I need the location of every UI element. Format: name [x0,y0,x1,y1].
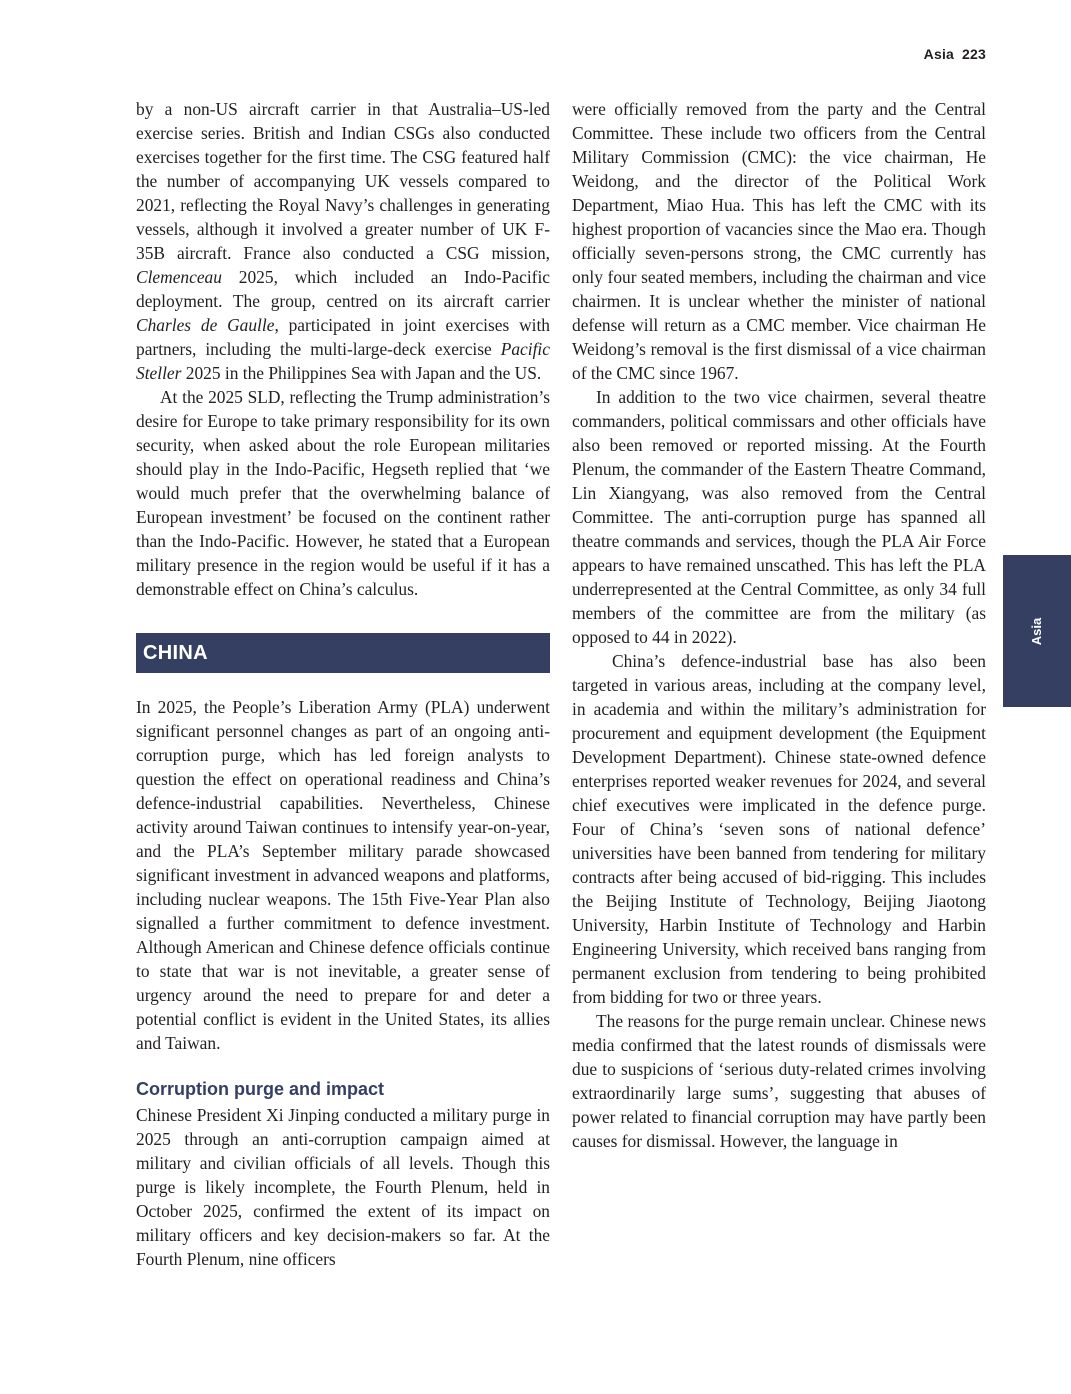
page-number: 223 [962,46,986,62]
side-tab-asia [1003,555,1071,707]
text-run: , participated in joint exercises with partners, including the multi-large-deck exercise [136,315,550,359]
paragraph-right-4: The reasons for the purge remain unclear. Chinese news media confirmed that the latest rounds of dismissals were due to suspicions of ‘serious duty-related crimes involving extraordinarily large sums’, suggesting that abuses of power related to financial corruption may have partly been causes for dismissal. However, the language in [572,1011,986,1151]
left-column [136,97,550,1271]
ship-name-clemenceau: Clemenceau [136,267,222,287]
text-run: by a non-US aircraft carrier in that Australia–US-led exercise series. British and Indian CSGs also conducted exercises together for the first time. The CSG featured half the number of accompanying UK vessels compared to 2021, reflecting the Royal Navy’s challenges in generating vessels, although it involved a greater number of UK F-35B aircraft. France also conducted a CSG mission, [136,99,550,263]
text-run: 2025 in the Philippines Sea with Japan and the US. [181,363,542,383]
right-column [572,97,986,1153]
paragraph-left-2: At the 2025 SLD, reflecting the Trump administration’s desire for Europe to take primary responsibility for its own security, when asked about the role European militaries should play in the Indo-Pacific, Hegseth replied that ‘we would much prefer that the overwhelming balance of European investment’ be focused on the continent rather than the Indo-Pacific. However, he stated that a European military presence in the region would be useful if it has a demonstrable effect on China’s calculus. [136,387,550,599]
running-head [924,46,986,62]
running-head-section: Asia [923,46,955,62]
section-title: CHINA [143,642,208,664]
paragraph-left-3: In 2025, the People’s Liberation Army (PLA) underwent significant personnel changes as part of an ongoing anti-corruption purge, which has led foreign analysts to question the effect on operational readiness and China’s defence-industrial capabilities. Nevertheless, Chinese activity around Taiwan continues to intensify year-on-year, and the PLA’s September military parade showcased significant investment in advanced weapons and platforms, including nuclear weapons. The 15th Five-Year Plan also signalled a further commitment to defence investment. Although American and Chinese defence officials continue to state that war is not inevitable, a greater sense of urgency around the need to prepare for and deter a potential conflict is evident in the United States, its allies and Taiwan. [136,697,550,1053]
paragraph-left-4: Chinese President Xi Jinping conducted a military purge in 2025 through an anti-corruption campaign aimed at military and civilian officials of all levels. Though this purge is likely incomplete, the Fourth Plenum, held in October 2025, confirmed the extent of its impact on military officers and key decision-makers so far. At the Fourth Plenum, nine officers [136,1105,550,1269]
ship-name-charles-de-gaulle: Charles de Gaulle [136,315,275,335]
side-tab-label: Asia [1029,617,1045,645]
exercise-name-pacific-steller: Pacific Steller [136,339,550,383]
paragraph-left-1 [136,97,550,385]
paragraph-right-2: In addition to the two vice chairmen, several theatre commanders, political commissars and other officials have also been removed or reported missing. At the Fourth Plenum, the commander of the Eastern Theatre Command, Lin Xiangyang, was also removed from the Central Committee. The anti-corruption purge has spanned all theatre commands and services, though the PLA Air Force appears to have remained unscathed. This has left the PLA underrepresented at the Central Committee, as only 34 full members of the committee are from the military (as opposed to 44 in 2022). [572,387,986,647]
text-run: 2025, which included an Indo-Pacific deployment. The group, centred on its aircraft carrier [136,267,550,311]
subheading: Corruption purge and impact [136,1079,385,1099]
section-banner-china [136,633,550,673]
paragraph-right-3: China’s defence-industrial base has also been targeted in various areas, including at the company level, in academia and within the military’s administration for procurement and equipment development (the Equipment Development Department). Chinese state-owned defence enterprises reported weaker revenues for 2024, and several chief executives were implicated in the defence purge. Four of China’s ‘seven sons of national defence’ universities have been banned from tendering for military contracts after being accused of bid-rigging. This includes the Beijing Institute of Technology, Beijing Jiaotong University, Harbin Institute of Technology and Harbin Engineering University, which received bans ranging from permanent exclusion from tendering to being prohibited from bidding for two or three years. [572,651,986,1007]
paragraph-right-1: were officially removed from the party and the Central Committee. These include two officers from the Central Military Commission (CMC): the vice chairman, He Weidong, and the director of the Political Work Department, Miao Hua. This has left the CMC with its highest proportion of vacancies since the Mao era. Though officially seven-persons strong, the CMC currently has only four seated members, including the chairman and vice chairmen. It is unclear whether the minister of national defense will return as a CMC member. Vice chairman He Weidong’s removal is the first dismissal of a vice chairman of the CMC since 1967. [572,99,986,383]
